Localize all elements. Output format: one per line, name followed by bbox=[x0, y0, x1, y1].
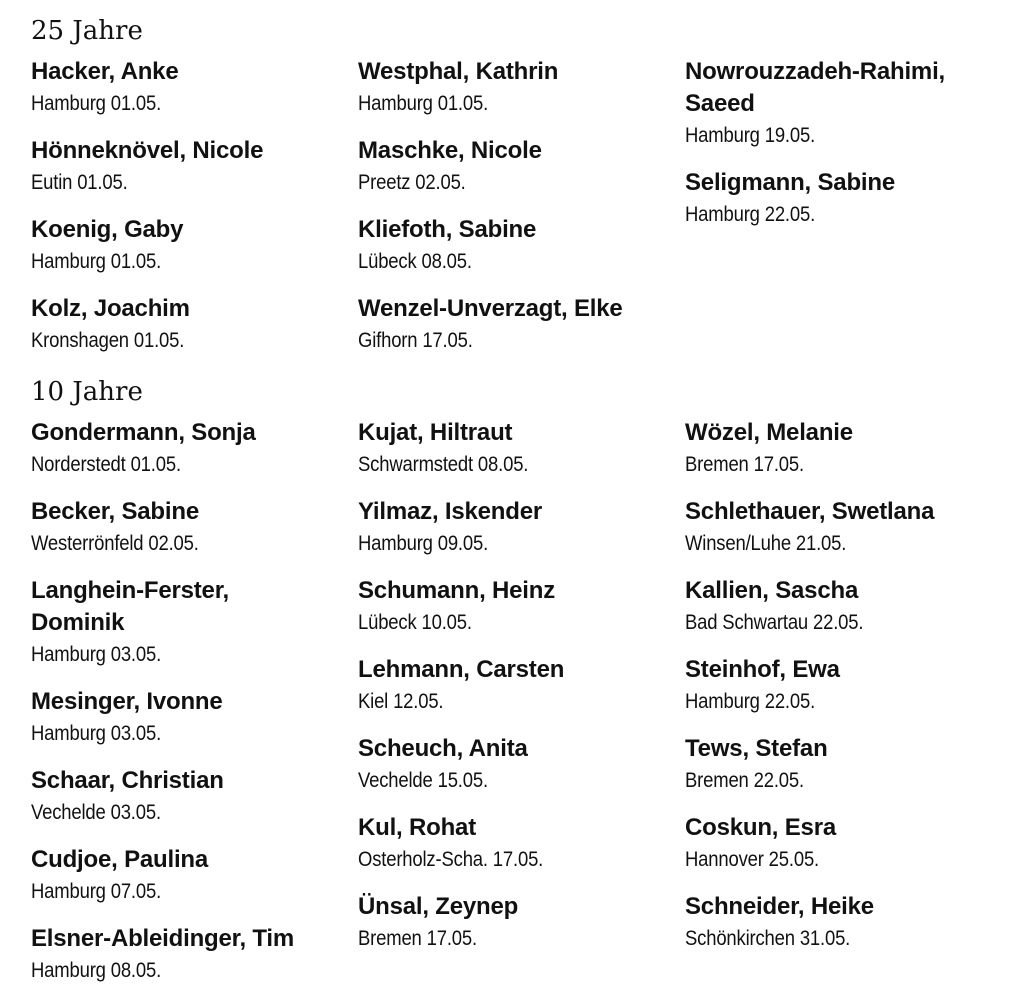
person-name: Scheuch, Anita bbox=[358, 735, 528, 762]
list-item bbox=[31, 496, 351, 560]
list-item bbox=[31, 56, 351, 120]
person-place-date: Winsen/Luhe 21.05. bbox=[685, 532, 847, 555]
person-name: Koenig, Gaby bbox=[31, 216, 184, 243]
column-25-3 bbox=[685, 56, 1005, 231]
column-10-1 bbox=[31, 417, 351, 987]
person-place-date: Hamburg 03.05. bbox=[31, 643, 162, 666]
person-name: Schumann, Heinz bbox=[358, 577, 556, 604]
person-place-date: Bremen 17.05. bbox=[685, 453, 804, 476]
person-place-date: Bremen 22.05. bbox=[685, 769, 804, 792]
column-25-2 bbox=[358, 56, 678, 357]
person-name: Langhein-Ferster, Dominik bbox=[31, 577, 229, 636]
list-item bbox=[685, 575, 1005, 639]
person-name: Elsner-Ableidinger, Tim bbox=[31, 925, 295, 952]
list-item bbox=[685, 891, 1005, 955]
person-name: Kul, Rohat bbox=[358, 814, 476, 841]
person-name: Wözel, Melanie bbox=[685, 419, 853, 446]
person-place-date: Schwarmstedt 08.05. bbox=[358, 453, 529, 476]
section-title-10-jahre: 10 Jahre bbox=[31, 377, 143, 407]
list-item bbox=[358, 654, 678, 718]
person-place-date: Hamburg 22.05. bbox=[685, 203, 816, 226]
person-name: Ünsal, Zeynep bbox=[358, 893, 519, 920]
column-10-2 bbox=[358, 417, 678, 955]
list-item bbox=[31, 575, 351, 671]
person-place-date: Kiel 12.05. bbox=[358, 690, 444, 713]
person-name: Wenzel-Unverzagt, Elke bbox=[358, 295, 623, 322]
person-name: Nowrouzzadeh-Rahimi, Saeed bbox=[685, 58, 946, 117]
person-place-date: Hamburg 08.05. bbox=[31, 959, 162, 982]
list-item bbox=[31, 417, 351, 481]
person-name: Yilmaz, Iskender bbox=[358, 498, 542, 525]
person-place-date: Vechelde 03.05. bbox=[31, 801, 161, 824]
person-place-date: Schönkirchen 31.05. bbox=[685, 927, 851, 950]
person-name: Westphal, Kathrin bbox=[358, 58, 559, 85]
person-name: Mesinger, Ivonne bbox=[31, 688, 223, 715]
list-item bbox=[358, 496, 678, 560]
person-place-date: Hamburg 01.05. bbox=[358, 92, 489, 115]
person-place-date: Hamburg 01.05. bbox=[31, 92, 162, 115]
person-place-date: Hamburg 03.05. bbox=[31, 722, 162, 745]
person-name: Gondermann, Sonja bbox=[31, 419, 256, 446]
person-name: Lehmann, Carsten bbox=[358, 656, 565, 683]
person-place-date: Norderstedt 01.05. bbox=[31, 453, 181, 476]
person-name: Schneider, Heike bbox=[685, 893, 874, 920]
list-item bbox=[358, 891, 678, 955]
person-name: Kliefoth, Sabine bbox=[358, 216, 537, 243]
list-item bbox=[358, 56, 678, 120]
list-item bbox=[31, 765, 351, 829]
list-item bbox=[685, 654, 1005, 718]
person-place-date: Hamburg 19.05. bbox=[685, 124, 816, 147]
list-item bbox=[685, 167, 1005, 231]
person-place-date: Hamburg 09.05. bbox=[358, 532, 489, 555]
list-item bbox=[685, 56, 1005, 152]
list-item bbox=[31, 135, 351, 199]
person-name: Coskun, Esra bbox=[685, 814, 836, 841]
list-item bbox=[685, 812, 1005, 876]
person-name: Seligmann, Sabine bbox=[685, 169, 895, 196]
person-place-date: Hamburg 22.05. bbox=[685, 690, 816, 713]
list-item bbox=[358, 293, 678, 357]
person-place-date: Osterholz-Scha. 17.05. bbox=[358, 848, 544, 871]
column-25-1 bbox=[31, 56, 351, 357]
person-name: Kallien, Sascha bbox=[685, 577, 859, 604]
list-item bbox=[685, 417, 1005, 481]
person-name: Kolz, Joachim bbox=[31, 295, 190, 322]
person-name: Schlethauer, Swetlana bbox=[685, 498, 935, 525]
list-item bbox=[31, 923, 351, 987]
list-item bbox=[31, 293, 351, 357]
person-name: Becker, Sabine bbox=[31, 498, 199, 525]
person-place-date: Bremen 17.05. bbox=[358, 927, 477, 950]
list-item bbox=[31, 686, 351, 750]
column-10-3 bbox=[685, 417, 1005, 955]
person-name: Steinhof, Ewa bbox=[685, 656, 840, 683]
list-item bbox=[685, 496, 1005, 560]
list-item bbox=[358, 135, 678, 199]
person-place-date: Lübeck 10.05. bbox=[358, 611, 472, 634]
person-place-date: Hamburg 07.05. bbox=[31, 880, 162, 903]
person-place-date: Westerrönfeld 02.05. bbox=[31, 532, 199, 555]
person-place-date: Hannover 25.05. bbox=[685, 848, 820, 871]
person-name: Cudjoe, Paulina bbox=[31, 846, 209, 873]
list-item bbox=[358, 417, 678, 481]
person-place-date: Gifhorn 17.05. bbox=[358, 329, 473, 352]
section-title-25-jahre: 25 Jahre bbox=[31, 16, 143, 46]
person-name: Maschke, Nicole bbox=[358, 137, 542, 164]
person-place-date: Vechelde 15.05. bbox=[358, 769, 488, 792]
list-item bbox=[685, 733, 1005, 797]
person-place-date: Kronshagen 01.05. bbox=[31, 329, 185, 352]
person-place-date: Lübeck 08.05. bbox=[358, 250, 472, 273]
person-name: Hacker, Anke bbox=[31, 58, 179, 85]
person-name: Hönneknövel, Nicole bbox=[31, 137, 264, 164]
list-item bbox=[358, 214, 678, 278]
list-item bbox=[358, 812, 678, 876]
list-item bbox=[31, 844, 351, 908]
person-place-date: Preetz 02.05. bbox=[358, 171, 466, 194]
list-item bbox=[358, 733, 678, 797]
list-item bbox=[358, 575, 678, 639]
person-place-date: Bad Schwartau 22.05. bbox=[685, 611, 864, 634]
person-name: Kujat, Hiltraut bbox=[358, 419, 513, 446]
person-place-date: Hamburg 01.05. bbox=[31, 250, 162, 273]
person-name: Tews, Stefan bbox=[685, 735, 828, 762]
person-place-date: Eutin 01.05. bbox=[31, 171, 128, 194]
person-name: Schaar, Christian bbox=[31, 767, 224, 794]
list-item bbox=[31, 214, 351, 278]
